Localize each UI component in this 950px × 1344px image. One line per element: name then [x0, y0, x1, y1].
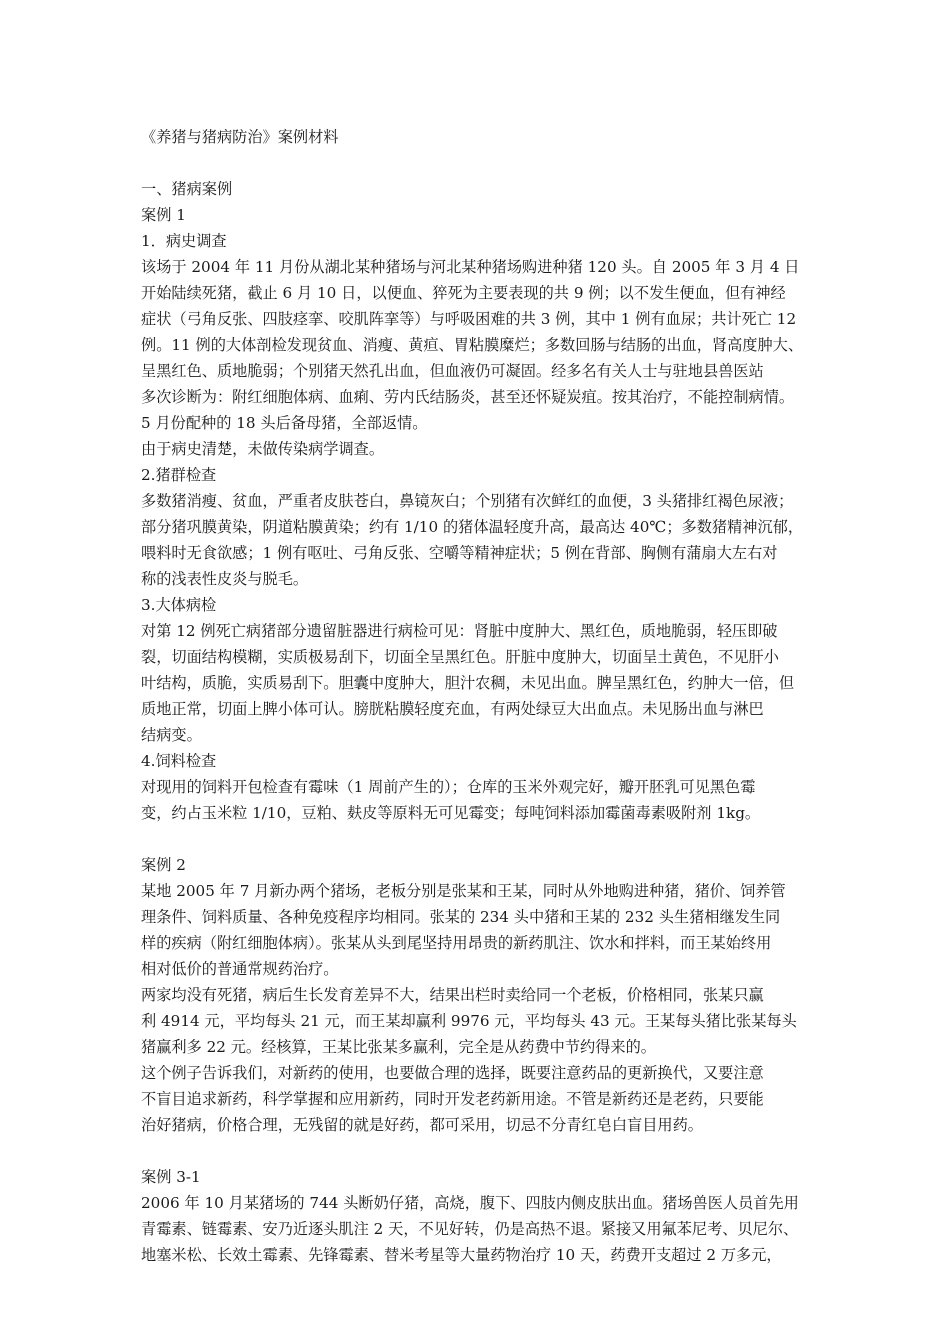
- paragraph-line: 猪赢利多 22 元。经核算，王某比张某多赢利，完全是从药费中节约得来的。: [141, 1038, 656, 1056]
- case-3-1-paragraph: [141, 1190, 821, 1268]
- paragraph-line: 部分猪巩膜黄染，阴道粘膜黄染；约有 1/10 的猪体温轻度升高，最高达 40℃；多数猪精神沉郁，: [141, 518, 804, 536]
- paragraph-line: 开始陆续死猪，截止 6 月 10 日，以便血、猝死为主要表现的共 9 例；以不发生便血，但有神经: [141, 284, 786, 302]
- paragraph-line: 裂，切面结构模糊，实质极易刮下，切面全呈黑红色。肝脏中度肿大，切面呈土黄色，不见肝小: [141, 648, 779, 666]
- feed-heading: 4.饲料检查: [141, 752, 217, 770]
- case-1-heading: 案例 1: [141, 206, 186, 224]
- paragraph-line: 喂料时无食欲感；1 例有呕吐、弓角反张、空嚼等精神症状；5 例在背部、胸侧有蒲扇大左右对: [141, 544, 778, 562]
- paragraph-line: 地塞米松、长效土霉素、先锋霉素、替米考星等大量药物治疗 10 天，药费开支超过 2 万多元，: [141, 1246, 782, 1264]
- paragraph-line: 利 4914 元，平均每头 21 元，而王某却赢利 9976 元，平均每头 43 元。王某每头猪比张某每头: [141, 1012, 797, 1030]
- section-heading: 一、猪病案例: [141, 180, 233, 198]
- paragraph-line: 5 月份配种的 18 头后备母猪，全部返情。: [141, 414, 428, 432]
- paragraph-line: 两家均没有死猪，病后生长发育差异不大，结果出栏时卖给同一个老板，价格相同，张某只赢: [141, 986, 764, 1004]
- paragraph-line: 相对低价的普通常规药治疗。: [141, 960, 339, 978]
- paragraph-line: 某地 2005 年 7 月新办两个猪场，老板分别是张某和王某，同时从外地购进种猪，猪价、饲养管: [141, 882, 786, 900]
- herd-paragraph: [141, 488, 821, 592]
- history-heading: 1．病史调查: [141, 232, 227, 250]
- paragraph-line: 例。11 例的大体剖检发现贫血、消瘦、黄疸、胃粘膜糜烂；多数回肠与结肠的出血，肾高度肿大、: [141, 336, 804, 354]
- paragraph-line: 治好猪病，价格合理，无残留的就是好药，都可采用，切忌不分青红皂白盲目用药。: [141, 1116, 703, 1134]
- herd-heading: 2.猪群检查: [141, 466, 217, 484]
- paragraph-line: 对现用的饲料开包检查有霉味（1 周前产生的）；仓库的玉米外观完好，瓣开胚乳可见黑色霉: [141, 778, 756, 796]
- case-2-heading: 案例 2: [141, 856, 186, 874]
- paragraph-line: 2006 年 10 月某猪场的 744 头断奶仔猪，高烧，腹下、四肢内侧皮肤出血。猪场兽医人员首先用: [141, 1194, 799, 1212]
- paragraph-line: 该场于 2004 年 11 月份从湖北某种猪场与河北某种猪场购进种猪 120 头。自 2005 年 3 月 4 日: [141, 258, 800, 276]
- paragraph-line: 样的疾病（附红细胞体病）。张某从头到尾坚持用昂贵的新药肌注、饮水和拌料，而王某始终用: [141, 934, 772, 952]
- paragraph-line: 症状（弓角反张、四肢痉挛、咬肌阵挛等）与呼吸困难的共 3 例，其中 1 例有血尿；共计死亡 12: [141, 310, 797, 328]
- paragraph-line: 多数猪消瘦、贫血，严重者皮肤苍白，鼻镜灰白；个别猪有次鲜红的血便，3 头猪排红褐色尿液；: [141, 492, 794, 510]
- document-page: [141, 124, 821, 1268]
- paragraph-line: 多次诊断为：附红细胞体病、血痢、劳内氏结肠炎，甚至还怀疑炭疽。按其治疗，不能控制病情。: [141, 388, 795, 406]
- necropsy-heading: 3.大体病检: [141, 596, 217, 614]
- document-title: 《养猪与猪病防治》案例材料: [141, 128, 339, 146]
- paragraph-line: 质地正常，切面上脾小体可认。膀胱粘膜轻度充血，有两处绿豆大出血点。未见肠出血与淋巴: [141, 700, 764, 718]
- case-3-1-heading: 案例 3-1: [141, 1168, 201, 1186]
- paragraph-line: 青霉素、链霉素、安乃近逐头肌注 2 天，不见好转，仍是高热不退。紧接又用氟苯尼考、贝尼尔、: [141, 1220, 799, 1238]
- paragraph-line: 不盲目追求新药，科学掌握和应用新药，同时开发老药新用途。不管是新药还是老药，只要能: [141, 1090, 764, 1108]
- case-2-paragraph: [141, 878, 821, 1138]
- spacer: [141, 1138, 821, 1164]
- necropsy-paragraph: [141, 618, 821, 748]
- paragraph-line: 这个例子告诉我们，对新药的使用，也要做合理的选择，既要注意药品的更新换代，又要注意: [141, 1064, 764, 1082]
- paragraph-line: 呈黑红色、质地脆弱；个别猪天然孔出血，但血液仍可凝固。经多名有关人士与驻地县兽医站: [141, 362, 764, 380]
- paragraph-line: 对第 12 例死亡病猪部分遗留脏器进行病检可见：肾脏中度肿大、黑红色，质地脆弱，轻压即破: [141, 622, 778, 640]
- paragraph-line: 叶结构，质脆，实质易刮下。胆囊中度肿大，胆汁农稠，未见出血。脾呈黑红色，约肿大一倍，但: [141, 674, 795, 692]
- paragraph-line: 结病变。: [141, 726, 202, 744]
- spacer: [141, 826, 821, 852]
- paragraph-line: 由于病史清楚，未做传染病学调查。: [141, 440, 384, 458]
- history-paragraph: [141, 254, 821, 462]
- paragraph-line: 理条件、饲料质量、各种免疫程序均相同。张某的 234 头中猪和王某的 232 头生猪相继发生同: [141, 908, 781, 926]
- paragraph-line: 变，约占玉米粒 1/10，豆粕、麸皮等原料无可见霉变；每吨饲料添加霉菌毒素吸附剂 1kg。: [141, 804, 761, 822]
- feed-paragraph: [141, 774, 821, 826]
- paragraph-line: 称的浅表性皮炎与脱毛。: [141, 570, 309, 588]
